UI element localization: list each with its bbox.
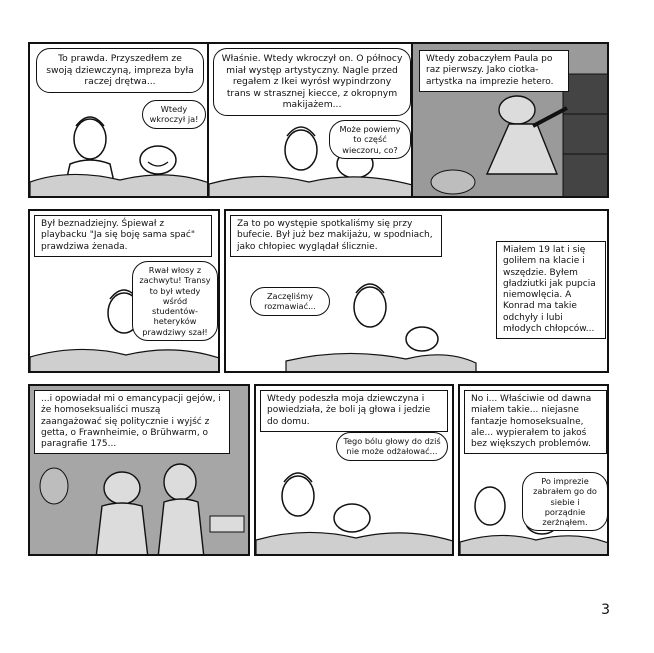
caption-box: Miałem 19 lat i się goliłem na klacie i wszędzie. Byłem gładziutki jak pupcia niemowlęcia. A Konrad ma takie odchyły i lubi młodych chłopców... <box>496 241 606 339</box>
panel-8 <box>458 384 609 556</box>
speech-balloon: Wtedy wkroczył ja! <box>142 100 206 129</box>
panel-7 <box>254 384 454 556</box>
panel-4 <box>28 209 220 373</box>
speech-balloon: Tego bólu głowy do dziś nie może odżałować... <box>336 432 448 461</box>
panel-1 <box>28 42 210 198</box>
speech-balloon: To prawda. Przyszedłem ze swoją dziewczyną, impreza była raczej drętwa... <box>36 48 204 93</box>
speech-balloon: Rwał włosy z zachwytu! Transy to był wtedy wśród studentów-heteryków prawdziwy szał! <box>132 261 218 341</box>
speech-balloon: Właśnie. Wtedy wkroczył on. O północy miał występ artystyczny. Nagle przed regałem z Ikei wyrósł wypindrzony trans w strasznej kiecce, z okropnym makijażem... <box>213 48 411 116</box>
panel-2 <box>207 42 414 198</box>
panel-6 <box>28 384 250 556</box>
speech-balloon: Po imprezie zabrałem go do siebie i porządnie zerżnąłem. <box>522 472 608 531</box>
caption-box: No i... Właściwie od dawna miałem takie... niejasne fantazje homoseksualne, ale... wypierałem to jakoś bez większych problemów. <box>464 390 607 454</box>
page-number: 3 <box>601 602 610 618</box>
caption-box: Wtedy zobaczyłem Paula po raz pierwszy. Jako ciotka-artystka na imprezie hetero. <box>419 50 569 92</box>
caption-box: Wtedy podeszła moja dziewczyna i powiedziała, że boli ją głowa i jedzie do domu. <box>260 390 448 432</box>
caption-box: Był beznadziejny. Śpiewał z playbacku "Ja się boję sama spać" prawdziwa żenada. <box>34 215 212 257</box>
caption-box: ...i opowiadał mi o emancypacji gejów, i że homoseksualiści muszą zaangażować się politycznie i wyjść z getta, o Frawnheimie, o Brühwarm, o paragrafie 175... <box>34 390 230 454</box>
speech-balloon: Może powiemy to część wieczoru, co? <box>329 120 411 159</box>
panel-3 <box>411 42 609 198</box>
panel-5 <box>224 209 609 373</box>
caption-box: Za to po występie spotkaliśmy się przy bufecie. Był już bez makijażu, w spodniach, jako chłopiec wyglądał ślicznie. <box>230 215 442 257</box>
speech-balloon: Zaczęliśmy rozmawiać... <box>250 287 330 316</box>
